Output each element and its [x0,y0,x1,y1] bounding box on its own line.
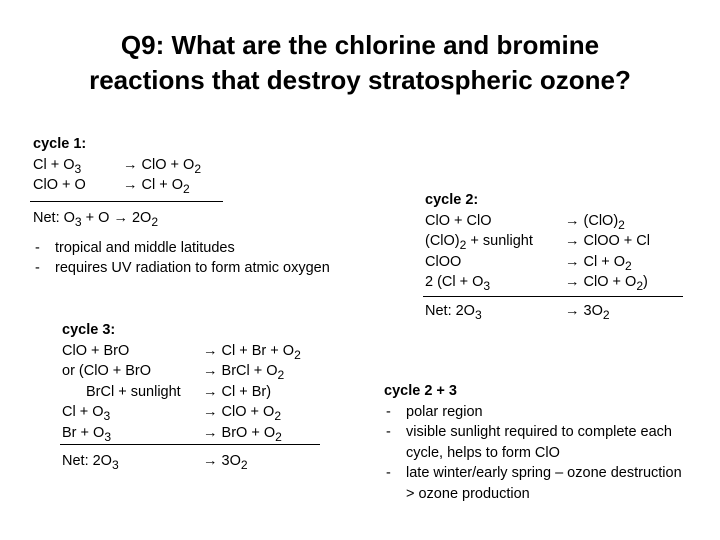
cycle-2-reaction [425,252,695,273]
note-item: - visible sunlight required to complete each cycle, helps to form ClO [384,422,694,463]
cycle-2-divider [423,296,683,297]
cycle-2-block [425,190,695,321]
cycle-2-3-notes [384,402,694,505]
note-item: - polar region [384,402,694,423]
cycle-3-reaction [62,361,352,382]
products: → ClOO + Cl [565,233,650,249]
cycle-1-net-reaction: Net: $O_3 + O \to 2O_2$ [33,209,159,229]
cycle-3-block [62,320,352,472]
products: → BrCl + $O_2$ [203,363,285,382]
net-products: → $3O_2$ [203,453,248,472]
reactants: ClO + ClO [425,212,492,229]
title-line-1: Q9: What are the chlorine and bromine [120,30,600,60]
reactants: $Cl + O_3$ [62,404,111,423]
cycle-1-reaction [33,175,393,196]
cycle-2-reaction [425,231,695,252]
title-line-2: reactions that destroy stratospheric ozone? [89,65,631,95]
cycle-2-reaction [425,272,695,293]
reactants: BrCl + sunlight [86,383,181,400]
reactants: 2 ($Cl + O_3$ [425,274,491,293]
reactants: or (ClO + BrO [62,363,152,379]
reactants: $Cl + O_3$ [33,156,82,176]
cycle-2-net-reaction [425,301,695,322]
products: → $Cl + O_2$ [123,177,190,196]
products: → ClO + $O_2$ [203,404,282,423]
cycle-3-reaction [62,402,352,423]
products: → Cl + Br) [203,383,272,400]
products: → $Cl + Br + O_2$ [203,342,301,362]
cycle-3-reaction [62,423,352,444]
reactants: $Br + O_3$ [62,424,112,444]
cycle-3-header: cycle 3: [62,322,116,338]
reactants: ClO + BrO [62,342,130,359]
products: → ClO + $O_2$ [123,156,202,176]
net-reactants: Net: $2O_3$ [425,302,482,322]
slide-title [0,28,720,98]
reactants: $(ClO)_2$ + sunlight [425,233,533,252]
cycle-3-divider [60,444,320,445]
cycle-2-3-block [384,381,694,504]
cycle-2-header: cycle 2: [425,192,479,208]
net-reactants: Net: $2O_3$ [62,453,119,472]
cycle-2-reaction [425,211,695,232]
net-products: → $3O_2$ [565,302,610,322]
cycle-1-header: cycle 1: [33,136,87,152]
cycle-1-divider [30,201,223,202]
cycle-3-net-reaction [62,451,352,472]
cycle-2-3-header: cycle 2 + 3 [384,383,457,399]
products: → $Cl + O_2$ [565,253,632,273]
cycle-3-reaction [62,341,352,362]
products: → BrO + $O_2$ [203,424,282,444]
reactants: ClO + O [33,177,86,193]
cycle-3-reaction [62,382,352,403]
products: → $(ClO)_2$ [565,212,625,232]
note-item: - tropical and middle latitudes [33,238,393,259]
note-item: - late winter/early spring – ozone destruction > ozone production [384,463,694,504]
cycle-1-notes [33,238,393,279]
products: → ClO + $O_2$) [565,274,648,293]
reactants: ClOO [425,253,462,270]
cycle-1-block [33,134,393,279]
cycle-1-reaction [33,155,393,176]
note-item: - requires UV radiation to form atmic oxygen [33,258,393,279]
